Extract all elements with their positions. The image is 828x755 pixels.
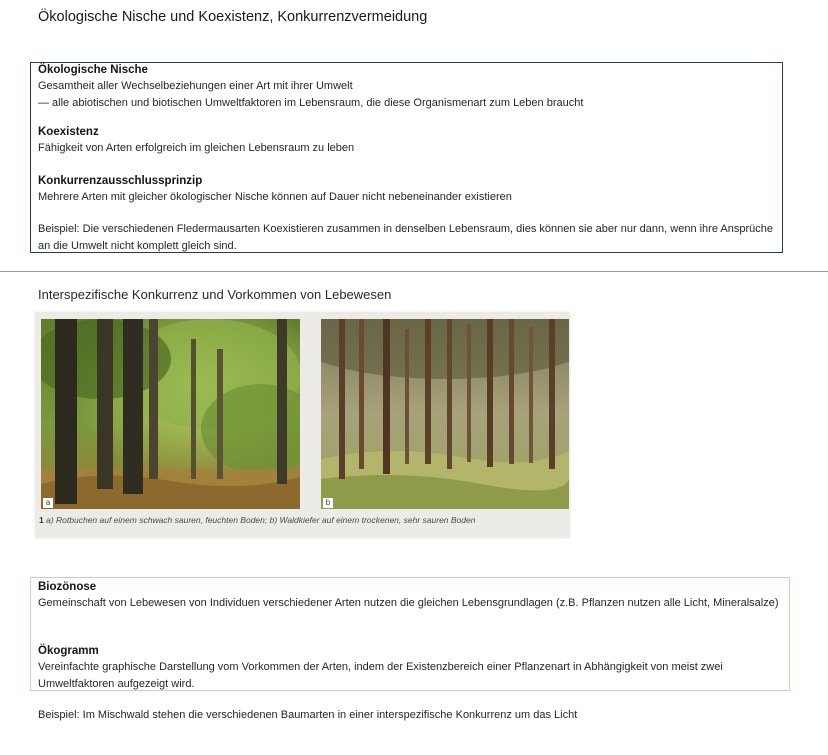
definitions-box [30, 62, 783, 253]
biozoenose-heading: Biozönose [38, 581, 97, 593]
biozoenose-definition: Gemeinschaft von Lebewesen von Individuen verschiedener Arten nutzen die gleichen Lebensgrundlagen (z.B. Pflanzen nutzen alle Licht, Mineralsalze) [38, 597, 779, 609]
nische-definition: Gesamtheit aller Wechselbeziehungen einer Art mit ihrer Umwelt [38, 80, 353, 92]
photo-b-label: b [323, 498, 333, 508]
bat-example: Beispiel: Die verschiedenen Fledermausarten Koexistieren zusammen in denselben Lebensraum, dies können sie aber nur dann, wenn ihre Ansprüche an die Umwelt nicht komplett gleich sind. [38, 223, 773, 252]
prinzip-definition: Mehrere Arten mit gleicher ökologischer Nische können auf Dauer nicht nebeneinander existieren [38, 191, 512, 203]
prinzip-block [38, 173, 782, 206]
biozoenose-block [38, 579, 782, 612]
koexistenz-definition: Fähigkeit von Arten erfolgreich im gleichen Lebensraum zu leben [38, 142, 355, 154]
oekogramm-definition: Vereinfachte graphische Darstellung vom Vorkommen der Arten, indem der Existenzbereich einer Pflanzenart in Abhängigkeit von meist zwei Umweltfaktoren aufgezeigt wird. [38, 661, 723, 690]
nische-heading: Ökologische Nische [38, 64, 148, 76]
section-title: Interspezifische Konkurrenz und Vorkommen von Lebewesen [38, 287, 392, 302]
biozoenose-box [30, 577, 790, 691]
oekogramm-heading: Ökogramm [38, 645, 99, 657]
nische-detail: — alle abiotischen und biotischen Umweltfaktoren im Lebensraum, die diese Organismenart zum Leben braucht [38, 97, 584, 109]
koexistenz-heading: Koexistenz [38, 126, 99, 138]
page-title: Ökologische Nische und Koexistenz, Konkurrenzvermeidung [38, 9, 428, 25]
caption-number: 1 [39, 515, 44, 525]
figure-caption [39, 515, 475, 525]
mischwald-example: Beispiel: Im Mischwald stehen die verschiedenen Baumarten in einer interspezifische Konkurrenz um das Licht [38, 709, 578, 721]
prinzip-heading: Konkurrenzausschlussprinzip [38, 175, 203, 187]
koexistenz-block [38, 124, 782, 157]
section-divider [0, 271, 828, 272]
forest-figure [35, 312, 570, 538]
oekogramm-block [38, 643, 782, 693]
nische-block [38, 62, 782, 112]
beech-forest-photo [41, 319, 300, 509]
photo-a-label: a [43, 498, 53, 508]
pine-forest-photo [321, 319, 569, 509]
caption-text: a) Rotbuchen auf einem schwach sauren, feuchten Boden; b) Waldkiefer auf einem trockenen, sehr sauren Boden [46, 515, 476, 525]
